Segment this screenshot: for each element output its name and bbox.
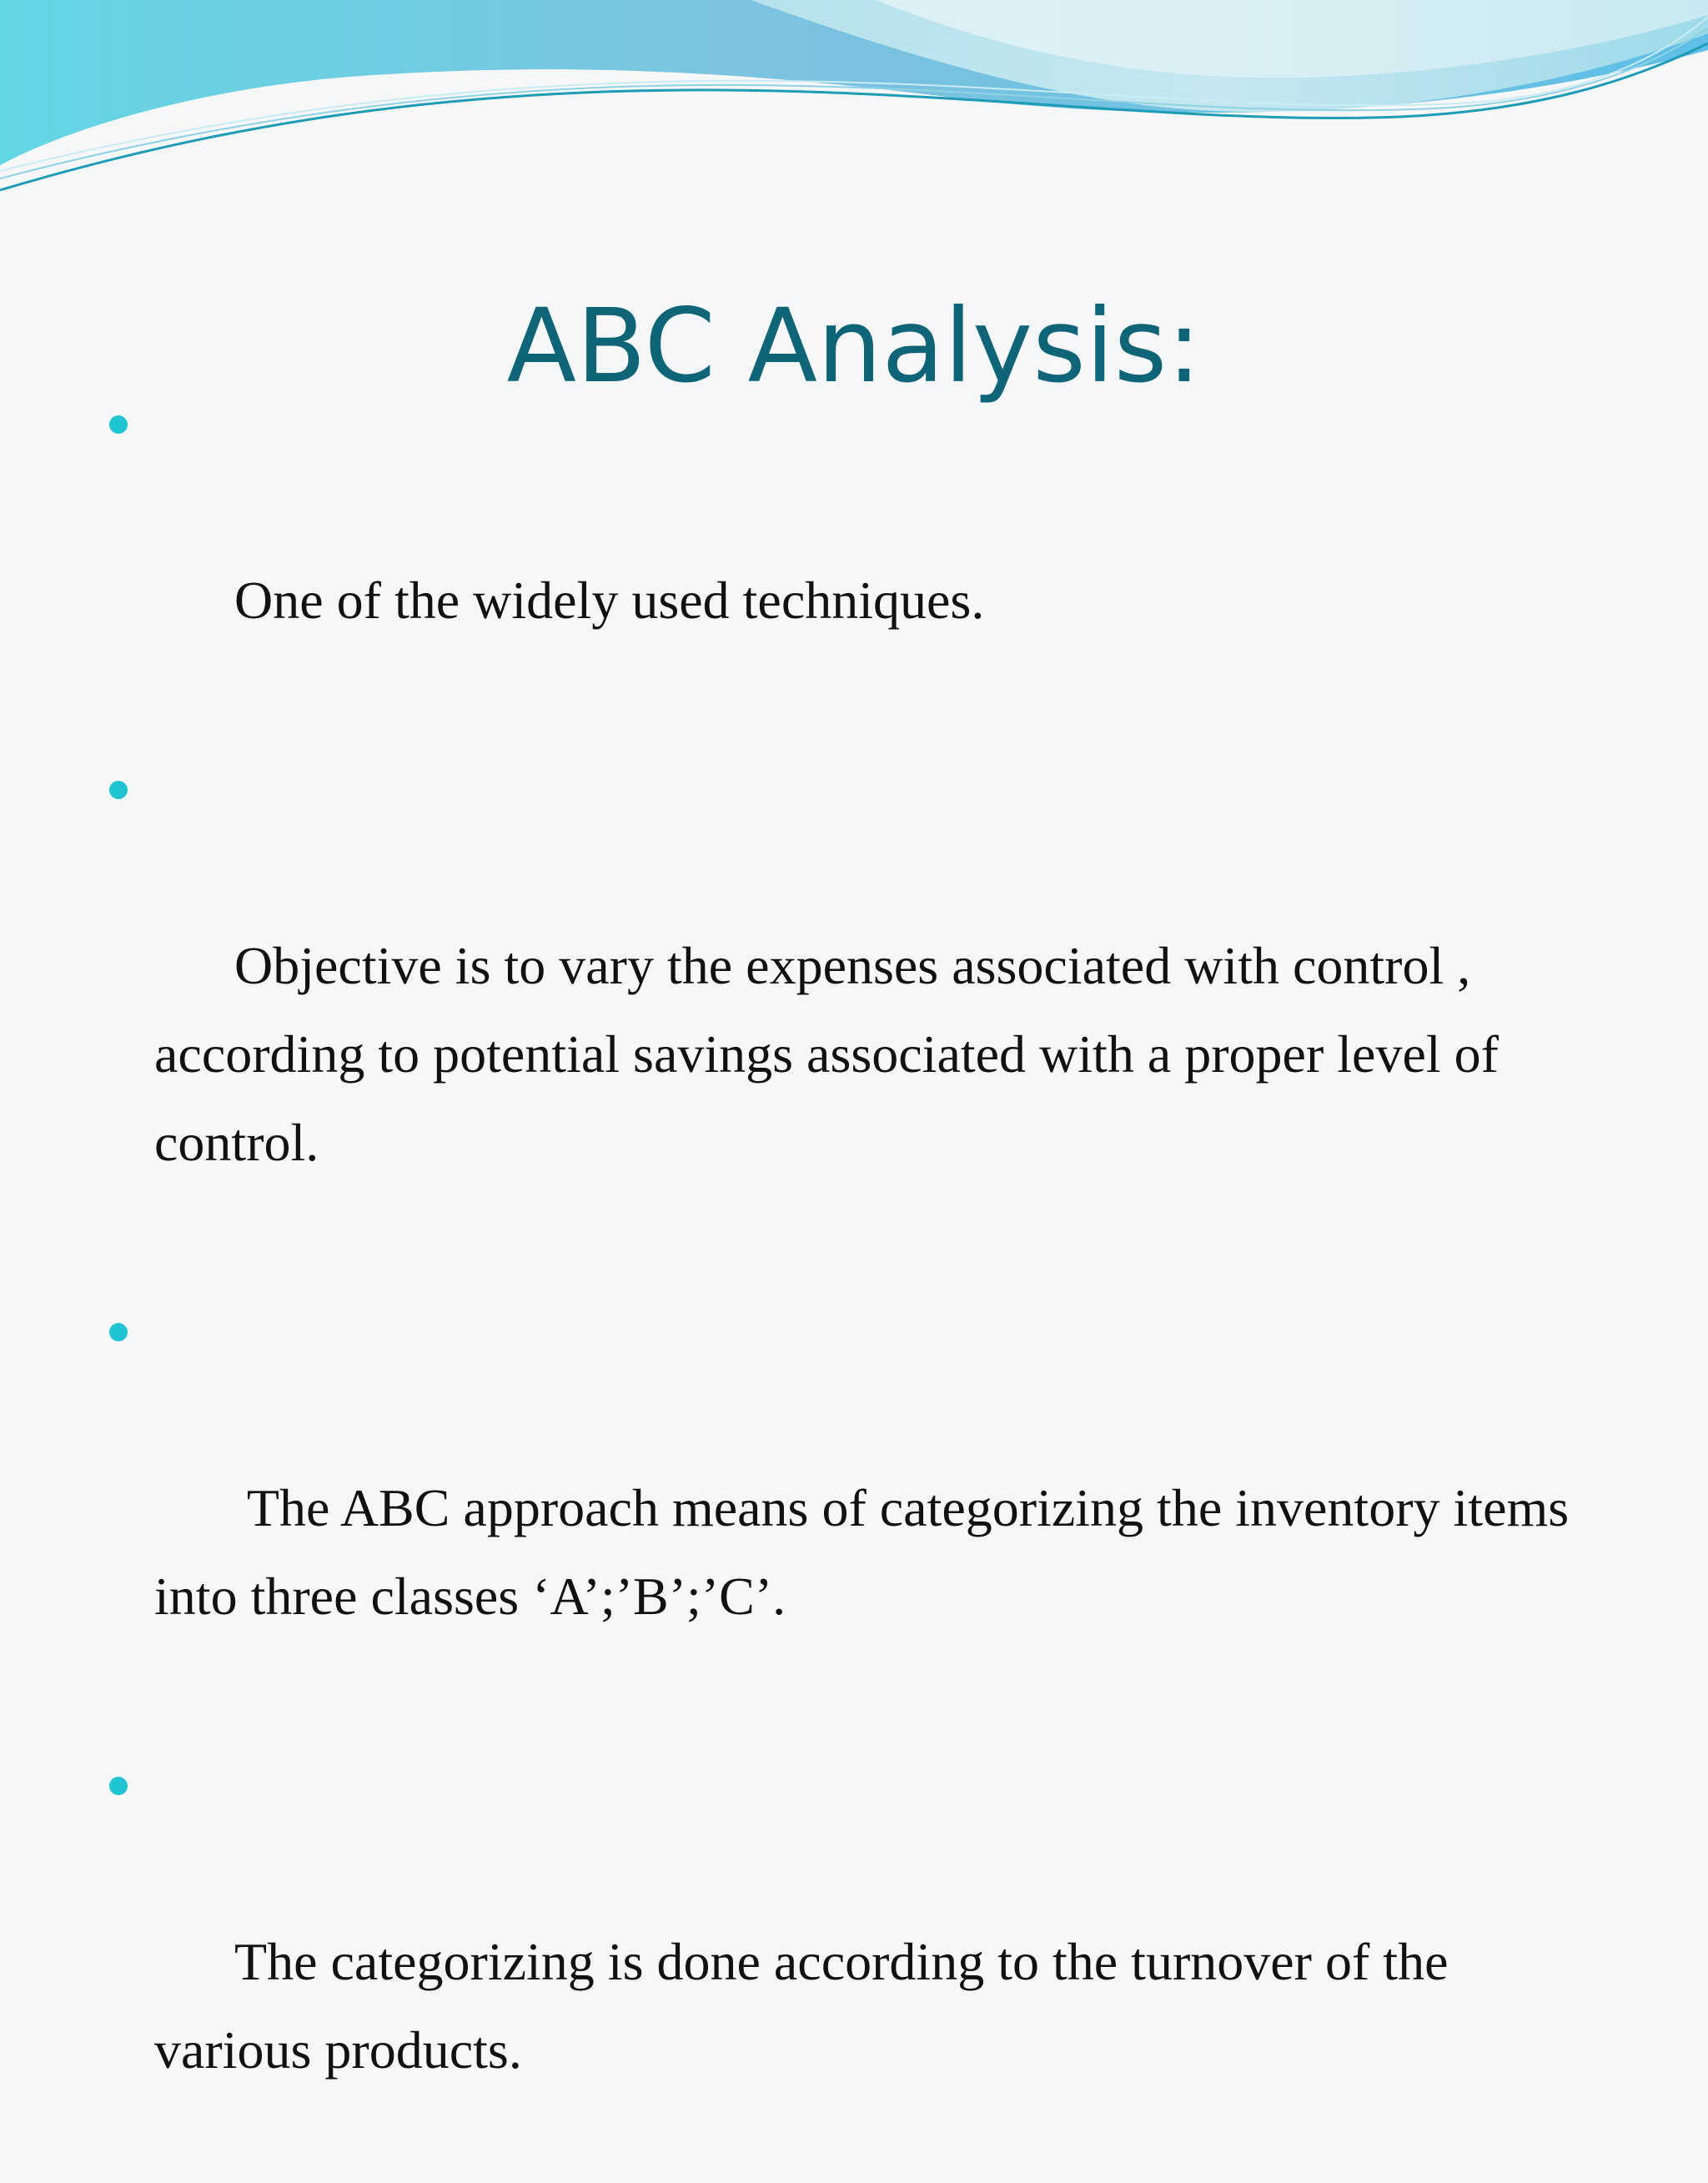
bullet-dot-icon — [109, 781, 128, 799]
bullet-item — [0, 745, 1708, 1275]
slide-title: ABC Analysis: — [506, 286, 1202, 405]
bullet-dot-icon — [109, 1777, 128, 1795]
bullet-item — [0, 1287, 1708, 1729]
bullet-text: Objective is to vary the expenses associated with control , according to potential savings associated with a proper level of control. — [154, 936, 1512, 1172]
bullet-item — [0, 380, 1708, 733]
wave-header-decoration — [0, 0, 1708, 200]
bullet-list — [0, 380, 1708, 2183]
bullet-text: The categorizing is done according to the turnover of the various products. — [154, 1932, 1462, 2080]
bullet-text: One of the widely used techniques. — [234, 571, 985, 630]
bullet-dot-icon — [109, 415, 128, 434]
bullet-text: The ABC approach means of categorizing the inventory items into three classes ‘A’;’B’;’C’. — [154, 1478, 1583, 1626]
bullet-item — [0, 1741, 1708, 2183]
bullet-dot-icon — [109, 1323, 128, 1341]
